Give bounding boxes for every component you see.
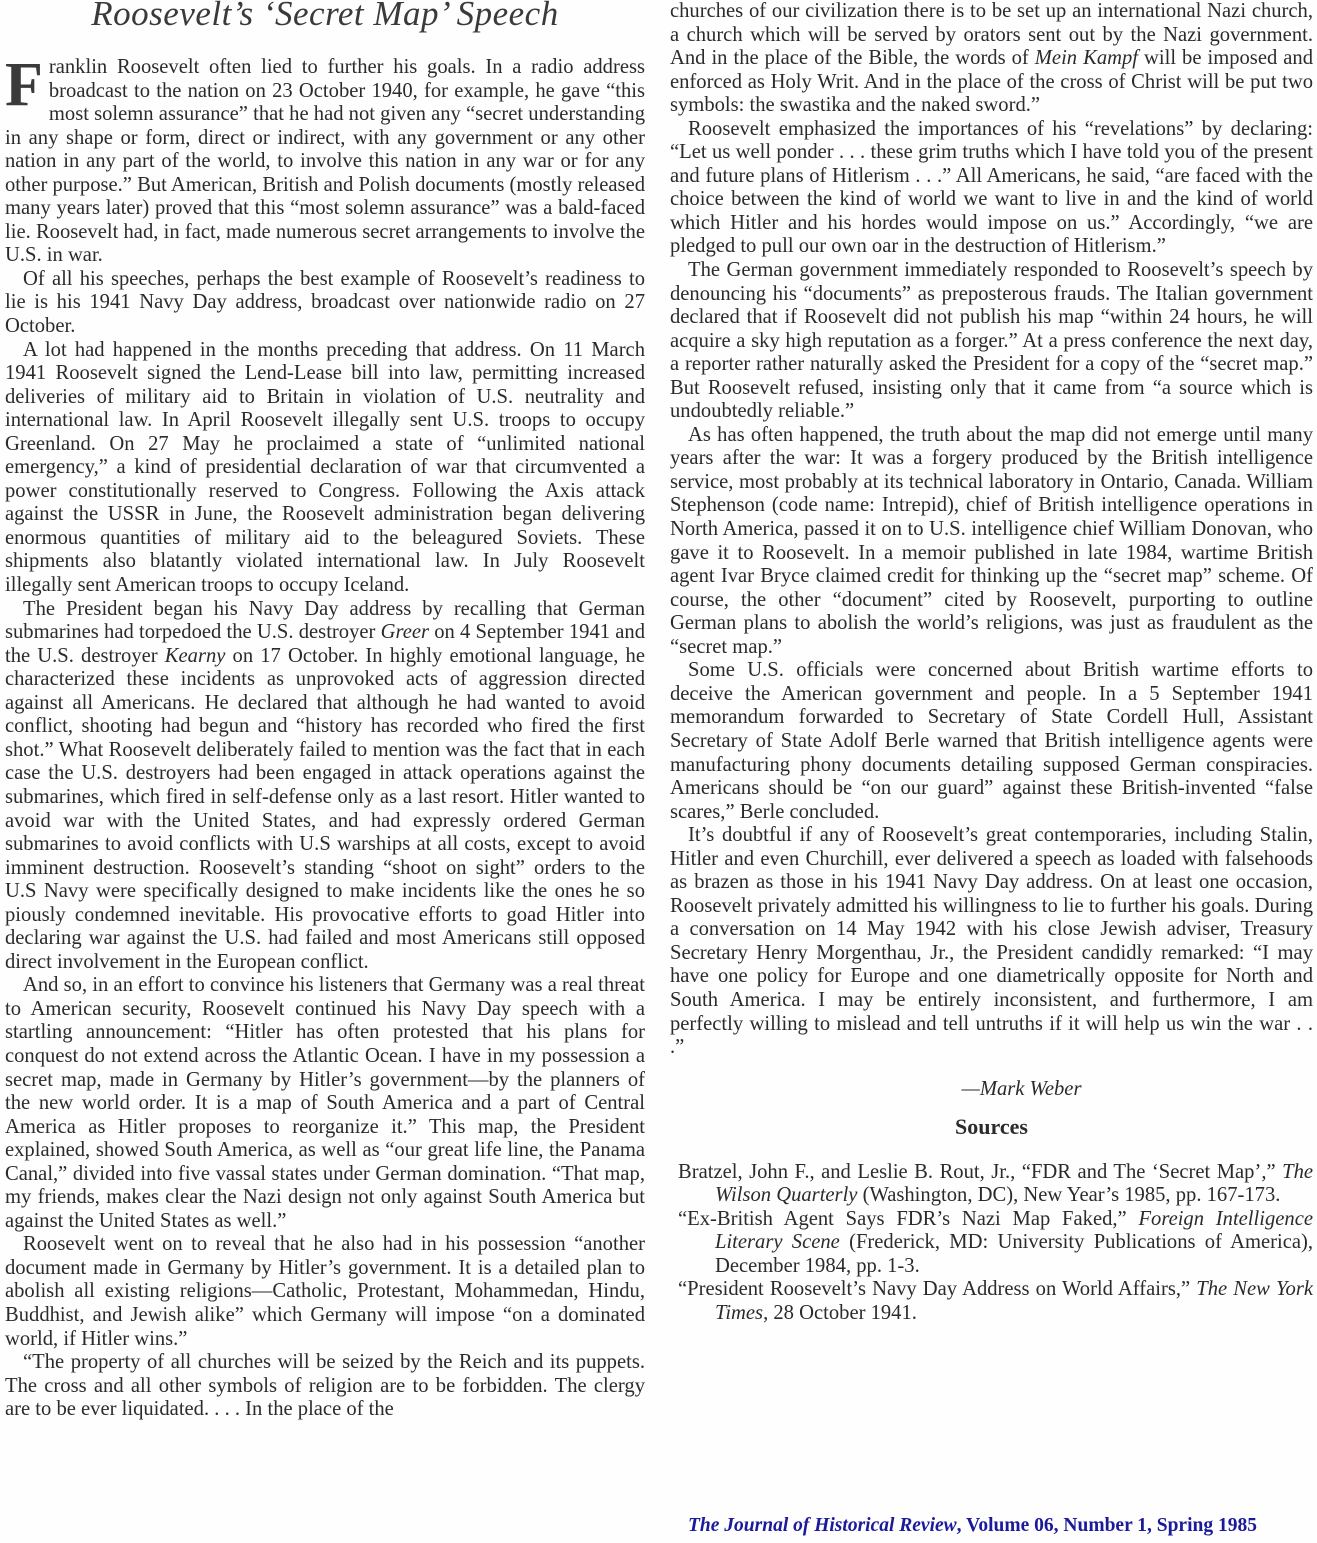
- source-entry: [678, 1161, 1313, 1208]
- text-segment: on 4 September 1941 and the U.S. destroyer: [5, 621, 645, 667]
- text-segment: churches of our civilization there is to be set up an international Nazi church, a church which will be served by orators sent out by the Nazi government. And in the place of the Bible, the words of: [670, 0, 1313, 70]
- text-segment: “Ex-British Agent Says FDR’s Nazi Map Faked,”: [678, 1207, 1139, 1230]
- source-entry: [678, 1208, 1313, 1279]
- italic-text: Foreign Intelligence Literary Scene: [715, 1207, 1313, 1254]
- text-segment: As has often happened, the truth about the map did not emerge until many years after the war: It was a forgery produced by the British intelligence service, most probably at its technical laboratory in Ontario, Canada. William Stephenson (code name: Intrepid), chief of British intelligence operations in North America, passed it on to U.S. intelligence chief William Donovan, who gave it to Roosevelt. In a memoir published in late 1984, wartime British agent Ivar Bryce claimed credit for thinking up the “secret map” scheme. Of course, the other “document” cited by Roosevelt, purporting to outline German plans to abolish the world’s religions, was just as fraudulent as the “secret map.”: [670, 423, 1313, 658]
- paragraph: [670, 659, 1313, 824]
- article-title: Roosevelt’s ‘Secret Map’ Speech: [91, 0, 559, 33]
- italic-text: Mein Kampf: [1034, 47, 1139, 70]
- paragraph: [5, 1351, 645, 1422]
- text-segment: It’s doubtful if any of Roosevelt’s great contemporaries, including Stalin, Hitler and even Churchill, ever delivered a speech as loaded with falsehoods as brazen as those in his 1941 Navy Day address. On at least one occasion, Roosevelt privately admitted his willingness to lie to further his goals. During a conversation on 14 May 1942 with his close Jewish adviser, Treasury Secretary Henry Morgenthau, Jr., the President candidly remarked: “I may have one policy for Europe and one diametrically opposite for North and South America. I may be entirely inconsistent, and furthermore, I am perfectly willing to mislead and tell untruths if it will help us win the war . . .”: [670, 824, 1313, 1059]
- sources-list: [670, 1161, 1313, 1326]
- right-body: [670, 0, 1313, 1060]
- paragraph: [5, 1233, 645, 1351]
- paragraph: [670, 259, 1313, 424]
- paragraph: [670, 824, 1313, 1059]
- text-segment: ranklin Roosevelt often lied to further his goals. In a radio address broadcast to the nation on 23 October 1940, for example, he gave “this most solemn assurance” that he had not given any “secret understanding in any shape or form, direct or indirect, with any government or any other nation in any part of the world, to involve this nation in any war or for any other purpose.” But American, British and Polish documents (mostly released many years later) proved that this “most solemn assurance” was a bald-faced lie. Roosevelt had, in fact, made numerous secret arrangements to involve the U.S. in war.: [5, 56, 646, 267]
- journal-issue: , Volume 06, Number 1, Spring 1985: [956, 1515, 1257, 1536]
- italic-text: Kearny: [164, 644, 226, 667]
- text-segment: Roosevelt went on to reveal that he also had in his possession “another document made in Germany by Hitler’s government. It is a detailed plan to abolish all existing religions—Catholic, Protestant, Mohammedan, Hindu, Buddhist, and Jewish alike” which Germany will impose “on a dominated world, if Hitler wins.”: [5, 1233, 645, 1350]
- text-segment: Of all his speeches, perhaps the best example of Roosevelt’s readiness to lie is his 1941 Navy Day address, broadcast over nationwide radio on 27 October.: [5, 267, 645, 338]
- left-body: [5, 51, 646, 1422]
- italic-text: Greer: [380, 621, 430, 644]
- text-segment: A lot had happened in the months preceding that address. On 11 March 1941 Roosevelt signed the Lend-Lease bill into law, permitting increased deliveries of military aid to Britain in violation of U.S. neutrality and international law. In April Roosevelt illegally sent U.S. troops to occupy Greenland. On 27 May he proclaimed a state of “unlimited national emergency,” a kind of presidential declaration of war that circumvented a power constitutionally reserved to Congress. Following the Axis attack against the USSR in June, the Roosevelt administration began delivering enormous quantities of military aid to the beleagured Soviets. These shipments also blatantly violated international law. In July Roosevelt illegally sent American troops to occupy Iceland.: [5, 338, 645, 597]
- paragraph: [5, 51, 646, 268]
- text-segment: Some U.S. officials were concerned about British wartime efforts to deceive the American government and people. In a 5 September 1941 memorandum forwarded to Secretary of State Cordell Hull, Assistant Secretary of State Adolf Berle warned that British intelligence agents were manufacturing phony documents detailing supposed German conspiracies. Americans should be “on our guard” against these British-invented “false scares,” Berle concluded.: [670, 659, 1313, 823]
- journal-footer: [688, 1515, 1257, 1537]
- journal-name: The Journal of Historical Review: [688, 1515, 957, 1536]
- paragraph: [5, 598, 645, 975]
- paragraph: [5, 974, 645, 1233]
- text-segment: (Frederick, MD: University Publications of America), December 1984, pp. 1-3.: [715, 1231, 1314, 1277]
- left-column: [5, 0, 645, 1422]
- text-segment: , 28 October 1941.: [763, 1301, 917, 1324]
- paragraph: [5, 268, 645, 339]
- paragraph: [5, 339, 645, 598]
- text-segment: “The property of all churches will be seized by the Reich and its puppets. The cross and all other symbols of religion are to be forbidden. The clergy are to be ever liquidated. . . . In the place of the: [5, 1351, 645, 1421]
- paragraph: [670, 118, 1313, 259]
- author-signature: —Mark Weber: [961, 1077, 1082, 1100]
- text-segment: (Washington, DC), New Year’s 1985, pp. 167-173.: [857, 1184, 1281, 1207]
- sources-heading: Sources: [955, 1114, 1028, 1140]
- text-segment: The German government immediately responded to Roosevelt’s speech by denouncing his “documents” as preposterous frauds. The Italian government declared that if Roosevelt did not publish his map “within 24 hours, he will acquire a sky high reputation as a forger.” At a press conference the next day, a reporter rather naturally asked the President for a copy of the “secret map.” But Roosevelt refused, insisting only that it came from “a source which is undoubtedly reliable.”: [670, 259, 1313, 423]
- text-segment: will be imposed and enforced as Holy Writ. And in the place of the cross of Christ will be put two symbols: the swastika and the naked sword.”: [670, 47, 1313, 117]
- italic-text: The New York Times: [715, 1278, 1313, 1324]
- text-segment: Bratzel, John F., and Leslie B. Rout, Jr., “FDR and The ‘Secret Map’,”: [678, 1160, 1283, 1183]
- text-segment: on 17 October. In highly emotional language, he characterized these incidents as unprovoked acts of aggression directed against all Americans. He declared that although he had wanted to avoid conflict, shooting had begun and “history has recorded who fired the first shot.” What Roosevelt deliberately failed to mention was the fact that in each case the U.S. destroyers had been engaged in attack operations against the submarines, which fired in self-defense only as a last resort. Hitler wanted to avoid war with the United States, and had expressly ordered German submarines to avoid conflicts with U.S warships at all costs, except to avoid imminent destruction. Roosevelt’s standing “shoot on sight” orders to the U.S Navy were specifically designed to make incidents like the ones he so piously condemned inevitable. His provocative efforts to goad Hitler into declaring war against the U.S. had failed and most Americans still opposed direct involvement in the European conflict.: [5, 644, 645, 973]
- paragraph: [670, 424, 1313, 659]
- italic-text: The Wilson Quarterly: [715, 1160, 1313, 1207]
- paragraph-continuation: [670, 0, 1313, 118]
- text-segment: “President Roosevelt’s Navy Day Address on World Affairs,”: [678, 1278, 1197, 1301]
- text-segment: And so, in an effort to convince his listeners that Germany was a real threat to American security, Roosevelt continued his Navy Day speech with a startling announcement: “Hitler has often protested that his plans for conquest do not extend across the Atlantic Ocean. I have in my possession a secret map, made in Germany by Hitler’s government—by the planners of the new world order. It is a map of South America and a part of Central America as Hitler proposes to reorganize it.” This map, the President explained, showed South America, as well as “our great life line, the Panama Canal,” divided into five vassal states under German domination. “That map, my friends, makes clear the Nazi design not only against South America but against the United States as well.”: [5, 974, 645, 1232]
- text-segment: Roosevelt emphasized the importances of his “revelations” by declaring: “Let us well ponder . . . these grim truths which I have told you of the present and future plans of Hitlerism . . .” All Americans, he said, “are faced with the choice between the kind of world we want to live in and the kind of world which Hitler and his hordes would impose on us.” Accordingly, “we are pledged to pull our own oar in the destruction of Hitlerism.”: [670, 117, 1313, 258]
- right-column: [670, 0, 1313, 1326]
- text-segment: The President began his Navy Day address by recalling that German submarines had torpedoed the U.S. destroyer: [5, 597, 645, 644]
- drop-cap: F: [5, 51, 43, 119]
- source-entry: [678, 1278, 1313, 1325]
